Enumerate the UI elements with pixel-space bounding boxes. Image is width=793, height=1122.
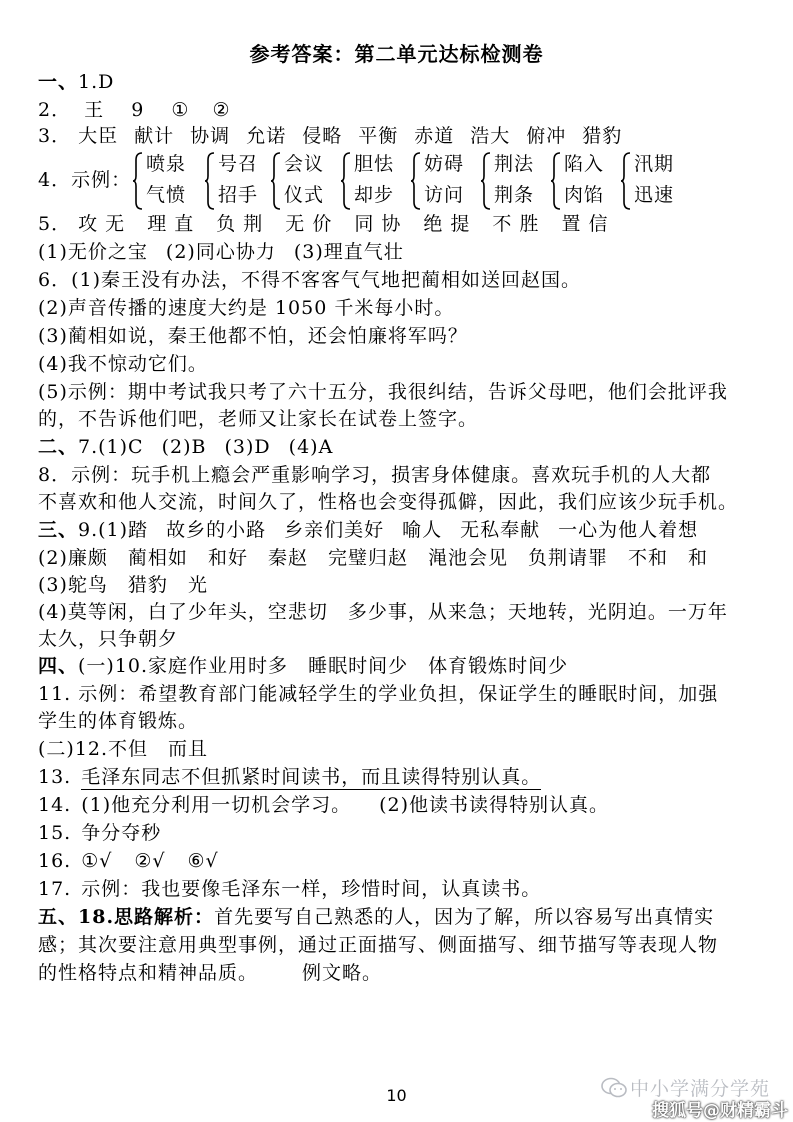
pair-top: 会议 [284, 153, 325, 175]
answer-item: (2)B [161, 436, 207, 458]
brace-icon [204, 152, 216, 210]
answer-item: 大臣 [78, 125, 119, 147]
brace-icon [480, 152, 492, 210]
answer-item: 体育锻炼时间少 [428, 655, 569, 677]
answer-item: 平衡 [358, 125, 399, 147]
answer-item: (3)鸵鸟 [38, 574, 108, 596]
answer-6-1: 6．(1)秦王没有办法，不得不客客气气地把蔺相如送回赵国。 [38, 269, 582, 291]
page-title: 参考答案：第二单元达标检测卷 [249, 42, 544, 66]
brace-icon [340, 152, 352, 210]
answer-13 [38, 763, 541, 791]
answer-item: 同 协 [354, 213, 402, 235]
answer-text: 的性格特点和精神品质。 [38, 962, 259, 984]
answer-12 [38, 735, 208, 763]
answer-15 [38, 819, 161, 847]
section-3-line [38, 516, 698, 544]
section-5-line [38, 903, 714, 931]
answer-item: 9.(1)踏 [78, 519, 149, 541]
answer-item: 浩大 [470, 125, 511, 147]
answer-num: 2． [38, 99, 72, 121]
answer-num: 16. [38, 850, 72, 872]
answer-text: 首先要写自己熟悉的人，因为了解，所以容易写出真情实 [214, 906, 715, 928]
answer-8-1: 8．示例：玩手机上瘾会严重影响学习，损害身体健康。喜欢玩手机的人大都 [38, 464, 712, 486]
pair-top: 喷泉 [146, 153, 187, 175]
answer-item: 完璧归赵 [327, 547, 408, 569]
answer-item: (1)无价之宝 [38, 241, 148, 263]
answer-item: 允诺 [246, 125, 287, 147]
answer-item: 赤道 [414, 125, 455, 147]
answer-item: 和好 [207, 547, 248, 569]
answer-item: 睡眠时间少 [308, 655, 409, 677]
pair-top: 汛期 [634, 153, 675, 175]
pair-top: 号召 [218, 153, 259, 175]
answer-item: (3)理直气壮 [293, 241, 404, 263]
answer-item: 协调 [190, 125, 231, 147]
answer-num: 13. [38, 766, 72, 788]
answer-num: 5． [38, 213, 72, 235]
answer-item: (4)A [288, 436, 334, 458]
brace-icon [410, 152, 422, 210]
answer-item: 争分夺秒 [81, 822, 162, 844]
pair-bottom: 招手 [218, 184, 259, 206]
answer-6-4: (4)我不惊动它们。 [38, 353, 208, 375]
answer-item: 秦赵 [267, 547, 308, 569]
answer-item: 喻人 [402, 519, 443, 541]
brace-icon [132, 152, 144, 210]
section-4-label: 四、 [38, 655, 79, 677]
answer-6-2: (2)声音传播的速度大约是 1050 千米每小时。 [38, 297, 455, 319]
answer-item: 乡亲们美好 [284, 519, 385, 541]
section-5-line-2: 感；其次要注意用典型事例，通过正面描写、侧面描写、细节描写等表现人物 [38, 934, 719, 956]
answer-item: 无 价 [285, 213, 333, 235]
section-5-label: 五、18.思路解析： [38, 906, 215, 928]
answer-item: 侵略 [302, 125, 343, 147]
answer-14 [38, 791, 609, 819]
pair-bottom: 迅速 [634, 184, 675, 206]
wechat-bubble-icon [600, 1076, 628, 1100]
section-5-line-3 [38, 959, 382, 987]
answer-item: 理 直 [147, 213, 195, 235]
answer-item: 猎豹 [127, 574, 168, 596]
pair-bottom: 访问 [424, 184, 465, 206]
answer-11-2: 学生的体育锻炼。 [38, 710, 199, 732]
pair-bottom: 气愤 [146, 184, 187, 206]
answer-6-5: (5)示例：期中考试我只考了六十五分，我很纠结，告诉父母吧，他们会批评我 [38, 381, 728, 403]
brace-icon [620, 152, 632, 210]
answer-17 [38, 875, 541, 903]
answer-item: 绝 提 [423, 213, 471, 235]
pair-top: 胆怯 [354, 153, 395, 175]
answer-item: 故乡的小路 [166, 519, 267, 541]
answer-item: 不 胜 [492, 213, 540, 235]
answer-item: (2)他读书读得特别认真。 [379, 794, 610, 816]
section-2-label: 二、 [38, 436, 79, 458]
answer-num: 14. [38, 794, 72, 816]
answer-item: (1)他充分利用一切机会学习。 [81, 794, 352, 816]
pair-top: 荆法 [494, 153, 535, 175]
answer-6-5-cont: 的，不告诉他们吧，老师又让家长在试卷上签字。 [38, 408, 479, 430]
answer-item: 王 [84, 99, 105, 121]
answer-16 [38, 847, 219, 875]
answer-item: ① [171, 99, 190, 121]
answer-num: 17. [38, 878, 72, 900]
section-2-line [38, 433, 333, 461]
answer-num: 3． [38, 125, 72, 147]
answer-item: (2)廉颇 [38, 547, 108, 569]
answer-item: ② [212, 99, 231, 121]
answer-item: (二)12.不但 [38, 738, 149, 760]
answer-item: ①√ [81, 850, 113, 872]
answer-item: 俯冲 [526, 125, 567, 147]
answer-item: 献计 [134, 125, 175, 147]
section-1-label: 一、 [38, 71, 79, 93]
pair-bottom: 肉馅 [564, 184, 605, 206]
underlined-answer: 毛泽东同志不但抓紧时间读书，而且读得特别认真。 [81, 766, 542, 788]
answer-item: 不和 [628, 547, 669, 569]
answer-item: 7.(1)C [78, 436, 144, 458]
answer-item: 攻 无 [78, 213, 126, 235]
section-3-label: 三、 [38, 519, 79, 541]
answer-11-1: 11. 示例：希望教育部门能减轻学生的学业负担，保证学生的睡眠时间，加强 [38, 683, 719, 705]
answer-2 [38, 96, 230, 124]
answer-4-label: 4．示例： [38, 169, 132, 191]
answer-item: 而且 [168, 738, 209, 760]
answer-8-2: 不喜欢和他人交流，时间久了，性格也会变得孤僻，因此，我们应该少玩手机。 [38, 491, 739, 513]
answer-9-4-cont: 太久，只争朝夕 [38, 628, 179, 650]
answer-item: 和 [688, 547, 709, 569]
answer-9-3 [38, 571, 208, 599]
answer-item: 置 信 [561, 213, 609, 235]
pair-bottom: 却步 [354, 184, 395, 206]
answer-3 [38, 122, 622, 150]
answer-item: 示例：我也要像毛泽东一样，珍惜时间，认真读书。 [81, 878, 542, 900]
page-number: 10 [386, 1086, 407, 1105]
pair-bottom: 仪式 [284, 184, 325, 206]
pair-top: 妨碍 [424, 153, 465, 175]
answer-5 [38, 210, 609, 238]
brace-icon [550, 152, 562, 210]
answer-item: 光 [187, 574, 208, 596]
answer-item: 负荆请罪 [528, 547, 609, 569]
answer-9-2 [38, 544, 708, 572]
watermark-account: 中小学满分学苑 [630, 1078, 771, 1100]
answer-item: 无私奉献 [460, 519, 541, 541]
answer-item: (一)10.家庭作业用时多 [78, 655, 289, 677]
section-1-line [38, 68, 114, 96]
answer-num: 15. [38, 822, 72, 844]
brace-icon [270, 152, 282, 210]
answer-item: ⑥√ [187, 850, 219, 872]
pair-top: 陷入 [564, 153, 605, 175]
answer-text: 例文略。 [302, 962, 383, 984]
answer-item: 蔺相如 [127, 547, 188, 569]
pair-bottom: 荆条 [494, 184, 535, 206]
answer-item: (3)D [224, 436, 271, 458]
answer-5b [38, 238, 404, 266]
answer-item: 9 [131, 99, 145, 121]
section-4-line [38, 652, 568, 680]
answer-item: 一心为他人着想 [558, 519, 699, 541]
watermark-source: 搜狐号@财精霸斗 [652, 1101, 788, 1121]
answer-1: 1.D [78, 71, 115, 93]
answer-item: ②√ [134, 850, 166, 872]
answer-6-3: (3)蔺相如说，秦王他都不怕，还会怕廉将军吗？ [38, 325, 468, 347]
answer-item: 负 荆 [216, 213, 264, 235]
answer-item: (2)同心协力 [165, 241, 276, 263]
answer-item: 猎豹 [582, 125, 623, 147]
watermark [600, 1074, 790, 1122]
answer-9-4: (4)莫等闲，白了少年头，空悲切 多少事，从来急；天地转，光阴迫。一万年 [38, 601, 728, 623]
answer-item: 渑池会见 [427, 547, 508, 569]
